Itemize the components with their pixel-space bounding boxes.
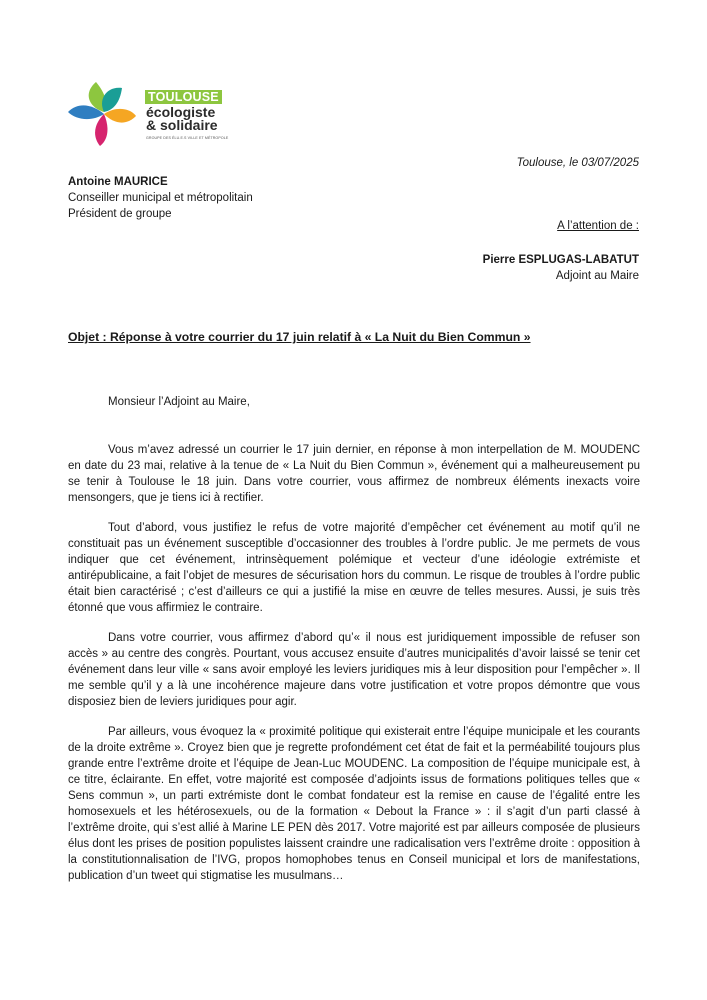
recipient-title: Adjoint au Maire <box>555 270 639 282</box>
sender-name: Antoine MAURICE <box>68 176 168 188</box>
sender-title-2: Président de groupe <box>68 208 172 220</box>
sender-title-1: Conseiller municipal et métropolitain <box>68 192 253 204</box>
logo-line-ecologiste: écologiste <box>146 104 216 120</box>
letter-date: Toulouse, le 03/07/2025 <box>516 157 639 169</box>
letter-body <box>68 442 640 898</box>
recipient-name: Pierre ESPLUGAS-LABATUT <box>482 254 639 266</box>
logo-city-badge: TOULOUSE <box>145 90 222 104</box>
flower-logo-icon <box>64 74 144 154</box>
attention-line: A l’attention de : <box>557 220 639 232</box>
body-paragraph: Dans votre courrier, vous affirmez d’abord qu’« il nous est juridiquement impossible de refuser son accès » au centre des congrès. Pourtant, vous accusez ensuite d’autres municipalités d’avoir laissé se tenir cet événement dans leur ville « sans avoir employé les leviers juridiques mis à leur disposition pour l’empêcher ». Il me semble qu’il y a là une incohérence majeure dans votre justification et votre propos démontre que vous disposiez bien de leviers juridiques pour agir. <box>68 632 640 708</box>
salutation: Monsieur l’Adjoint au Maire, <box>108 396 250 408</box>
body-paragraph: Par ailleurs, vous évoquez la « proximité politique qui existerait entre l’équipe municipale et les courants de la droite extrême ». Croyez bien que je regrette profondément cet état de fait et la perméabilité toujours plus grande entre l’extrême droite et l’équipe de Jean-Luc MOUDENC. La composition de l’équipe municipale est, à ce titre, éclairante. En effet, votre majorité est composée d’adjoints issus de formations politiques telles que « Sens commun », un parti extrémiste dont le combat fondateur est la remise en cause de l’égalité entre les homosexuels et les hétérosexuels, ou de la formation « Debout la France » : il s’agit d’un parti classé à l’extrême droite, qui s’est allié à Marine LE PEN dès 2017. Votre majorité est par ailleurs composée de plusieurs élus dont les prises de position populistes laissent craindre une radicalisation vers l’extrême droite : opposition à la constitutionnalisation de l’IVG, propos homophobes tenus en Conseil municipal et lors de manifestations, publication d’un tweet qui stigmatise les musulmans… <box>68 726 640 882</box>
body-paragraph: Vous m’avez adressé un courrier le 17 juin dernier, en réponse à mon interpellation de M. MOUDENC en date du 23 mai, relative à la tenue de « La Nuit du Bien Commun », événement qui a malheureusement pu se tenir à Toulouse le 18 juin. Dans votre courrier, vous affirmez de nombreux éléments inexacts voire mensongers, que je tiens ici à rectifier. <box>68 444 640 504</box>
logo-subtitle: GROUPE DES ÉLU.E.S VILLE ET MÉTROPOLE <box>146 136 229 140</box>
body-paragraph: Tout d’abord, vous justifiez le refus de votre majorité d’empêcher cet événement au motif qu’il ne constituait pas un événement susceptible d’occasionner des troubles à l’ordre public. Je me permets de vous indiquer que cet événement, intrinsèquement polémique et vecteur d’une idéologie extrémiste et antirépublicaine, a fait l’objet de mesures de sécurisation hors du commun. Le risque de troubles à l’ordre public était bien caractérisé ; c’est d’ailleurs ce qui a justifié la mise en œuvre de telles mesures. Aussi, je suis très étonné que vous affirmiez le contraire. <box>68 522 640 614</box>
letter-subject: Objet : Réponse à votre courrier du 17 juin relatif à « La Nuit du Bien Commun » <box>68 330 531 344</box>
logo-line-solidaire: & solidaire <box>146 117 218 133</box>
party-logo <box>64 74 234 154</box>
sender-block <box>68 174 253 222</box>
recipient-block <box>483 252 639 284</box>
